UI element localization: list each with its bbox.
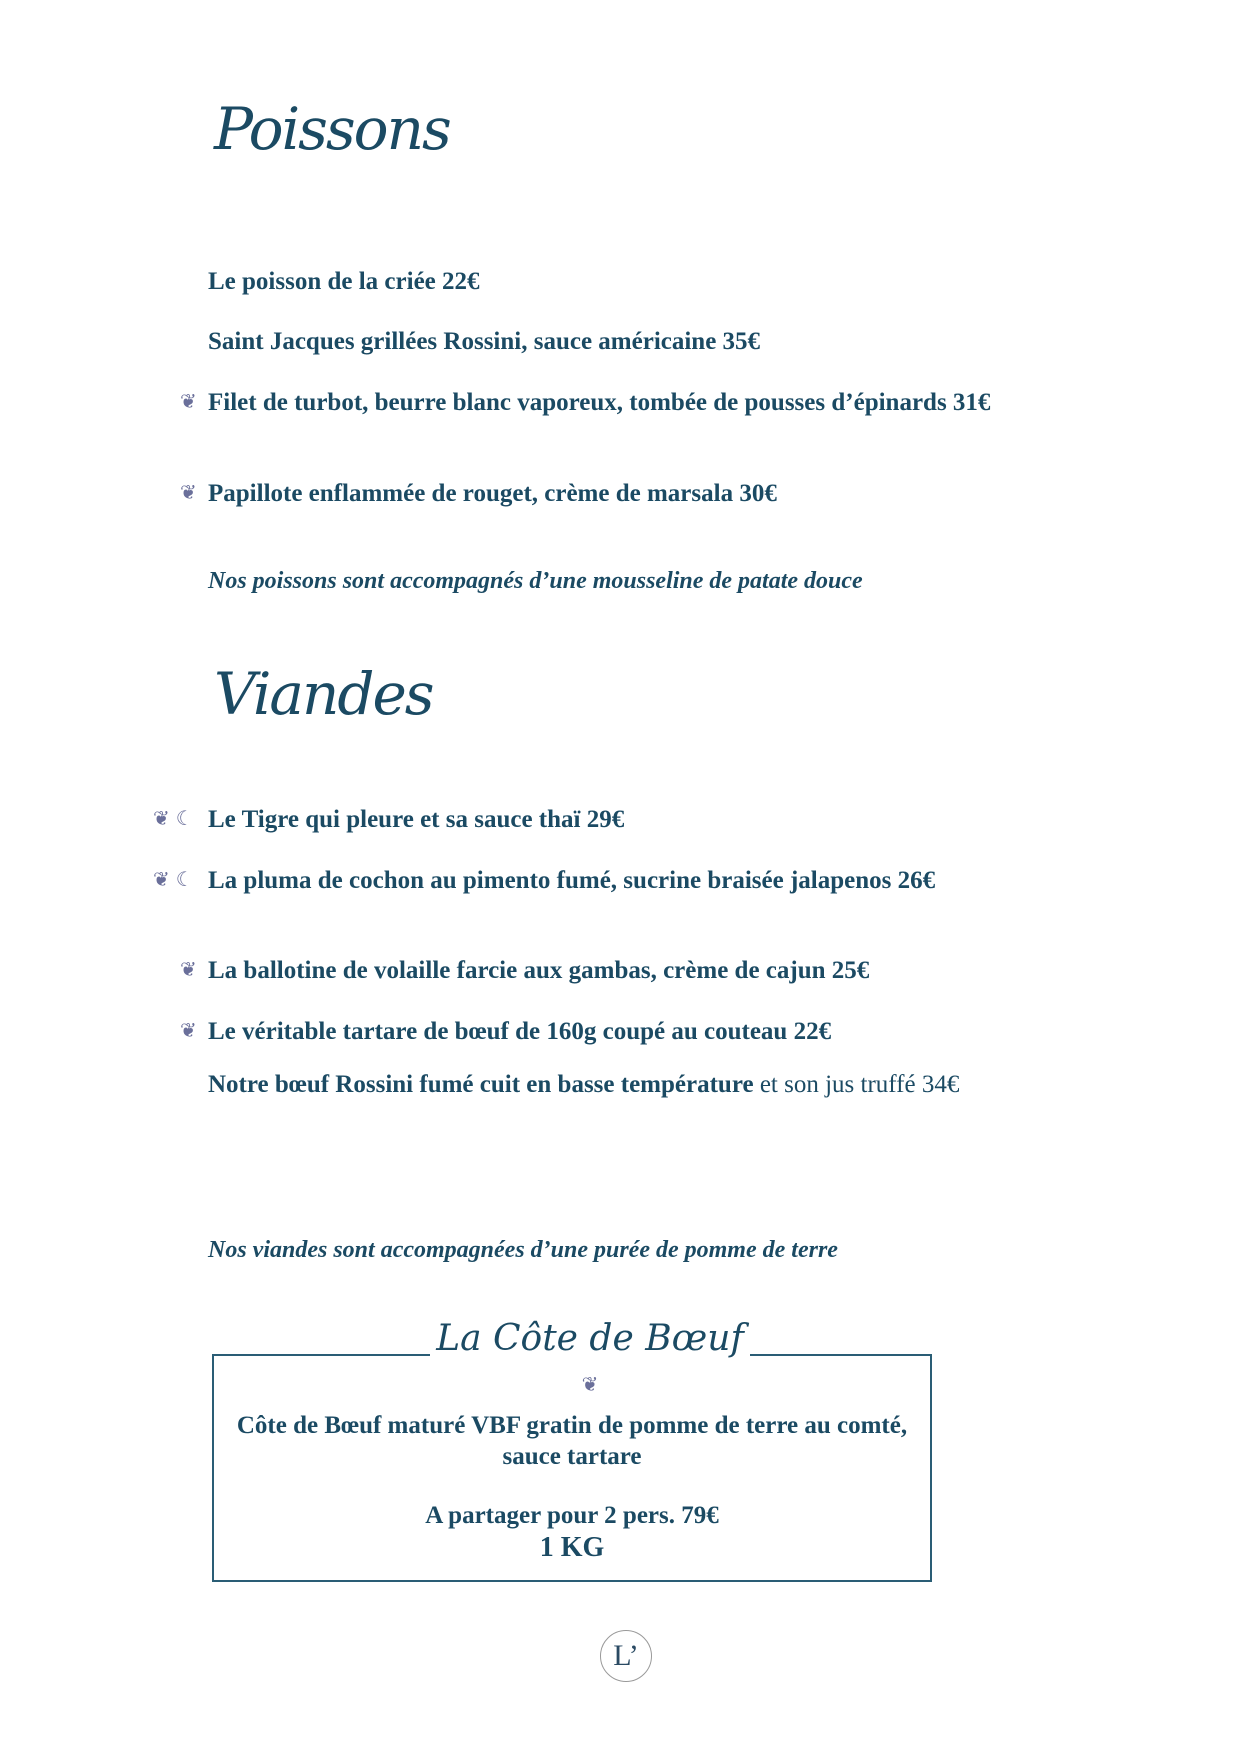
menu-item: ❦ Le véritable tartare de bœuf de 160g coupé au couteau 22€ bbox=[180, 1018, 832, 1045]
poissons-note: Nos poissons sont accompagnés d’une mousseline de patate douce bbox=[208, 568, 863, 594]
menu-item: ❦ ☾ La pluma de cochon au pimento fumé, sucrine braisée jalapenos 26€ bbox=[153, 867, 936, 894]
wheat-icon: ❦ bbox=[180, 1020, 197, 1042]
menu-item: Saint Jacques grillées Rossini, sauce américaine 35€ bbox=[208, 328, 761, 355]
cote-weight: 1 KG bbox=[539, 1532, 605, 1563]
section-title-poissons: Poissons bbox=[214, 95, 450, 163]
section-title-viandes: Viandes bbox=[214, 660, 433, 728]
menu-item: ❦ Filet de turbot, beurre blanc vaporeux, tombée de pousses d’épinards 31€ bbox=[180, 389, 991, 416]
chili-icon: ☾ bbox=[175, 808, 194, 830]
wheat-icon: ❦ bbox=[180, 959, 197, 981]
viandes-note: Nos viandes sont accompagnées d’une purée de pomme de terre bbox=[208, 1237, 838, 1263]
wheat-icon: ❦ bbox=[180, 482, 197, 504]
chili-icon: ☾ bbox=[175, 869, 194, 891]
wheat-icon: ❦ bbox=[180, 391, 197, 413]
wheat-icon: ❦ bbox=[153, 869, 170, 891]
cote-de-boeuf-title: La Côte de Bœuf ❦ bbox=[430, 1318, 750, 1400]
menu-item: ❦ Papillote enflammée de rouget, crème de marsala 30€ bbox=[180, 480, 777, 507]
wheat-icon: ❦ bbox=[153, 808, 170, 830]
menu-item: Le poisson de la criée 22€ bbox=[208, 268, 480, 295]
menu-item: ❦ La ballotine de volaille farcie aux gambas, crème de cajun 25€ bbox=[180, 957, 870, 984]
wheat-icon: ❦ bbox=[581, 1372, 599, 1396]
menu-item: ❦ ☾ Le Tigre qui pleure et sa sauce thaï 29€ bbox=[153, 806, 625, 833]
cote-description: Côte de Bœuf maturé VBF gratin de pomme de terre au comté, sauce tartare bbox=[236, 1412, 908, 1470]
cote-price: A partager pour 2 pers. 79€ bbox=[425, 1502, 719, 1529]
menu-item: Notre bœuf Rossini fumé cuit en basse température et son jus truffé 34€ bbox=[208, 1071, 960, 1098]
restaurant-logo: L’ bbox=[600, 1630, 652, 1682]
